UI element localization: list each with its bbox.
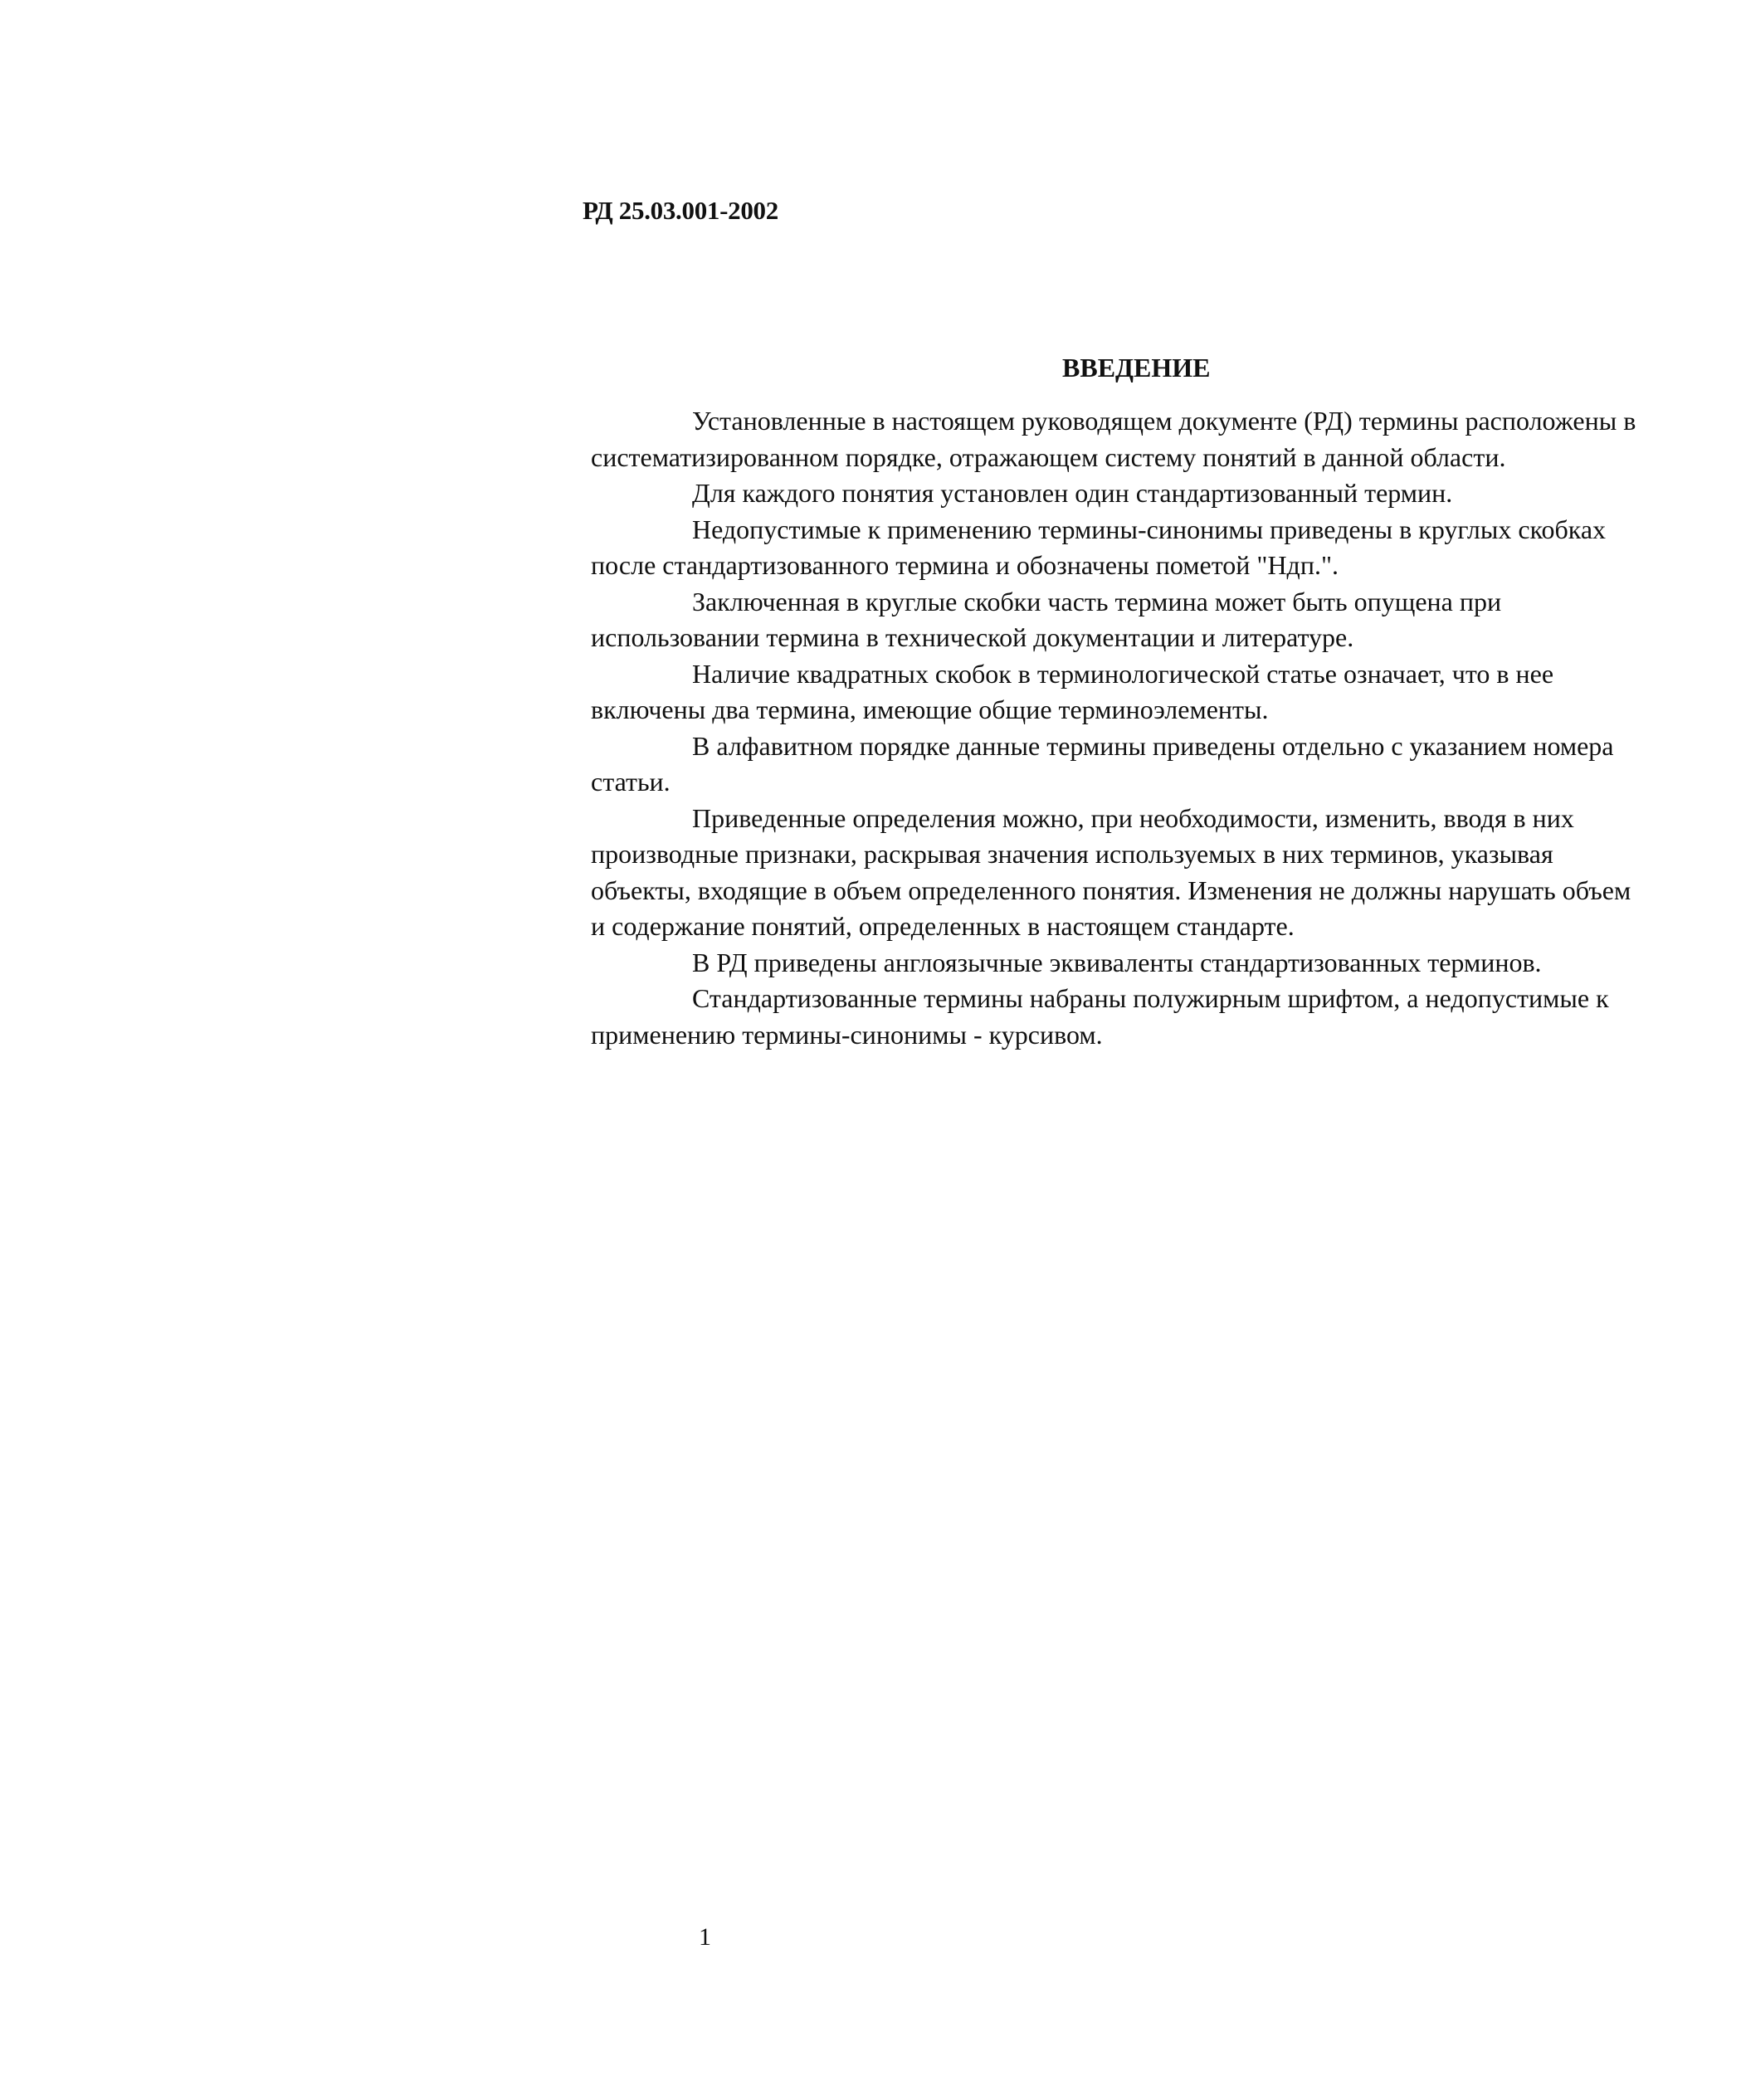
- text-line: Приведенные определения можно, при необходимости, изменить, вводя в них: [692, 802, 1574, 833]
- text-line: систематизированном порядке, отражающем систему понятий в данной области.: [591, 441, 1506, 472]
- text-line: включены два термина, имеющие общие терминоэлементы.: [591, 694, 1269, 724]
- text-line: Недопустимые к применению термины-синонимы приведены в круглых скобках: [692, 514, 1607, 544]
- text-line: после стандартизованного термина и обозначены пометой "Ндп.".: [591, 550, 1339, 580]
- document-code: РД 25.03.001-2002: [583, 196, 778, 225]
- text-line: производные признаки, раскрывая значения используемых в них терминов, указывая: [591, 839, 1553, 869]
- section-title: ВВЕДЕНИЕ: [1062, 353, 1211, 382]
- text-line: Стандартизованные термины набраны полужирным шрифтом, а недопустимые к: [692, 983, 1609, 1013]
- text-line: статьи.: [591, 767, 671, 797]
- text-line: Для каждого понятия установлен один стандартизованный термин.: [692, 478, 1453, 508]
- text-line: В РД приведены англоязычные эквиваленты стандартизованных терминов.: [692, 947, 1542, 977]
- text-line: В алфавитном порядке данные термины приведены отдельно с указанием номера: [692, 730, 1614, 761]
- introduction-text: [591, 403, 1741, 1053]
- text-line: Установленные в настоящем руководящем документе (РД) термины расположены в: [692, 406, 1636, 436]
- text-line: применению термины-синонимы - курсивом.: [591, 1019, 1103, 1050]
- text-line: объекты, входящие в объем определенного понятия. Изменения не должны нарушать объем: [591, 875, 1631, 905]
- text-line: и содержание понятий, определенных в настоящем стандарте.: [591, 911, 1295, 941]
- text-line: Заключенная в круглые скобки часть термина может быть опущена при: [692, 586, 1502, 616]
- page-number: 1: [699, 1923, 711, 1951]
- text-line: использовании термина в технической документации и литературе.: [591, 622, 1354, 652]
- text-line: Наличие квадратных скобок в терминологической статье означает, что в нее: [692, 658, 1554, 689]
